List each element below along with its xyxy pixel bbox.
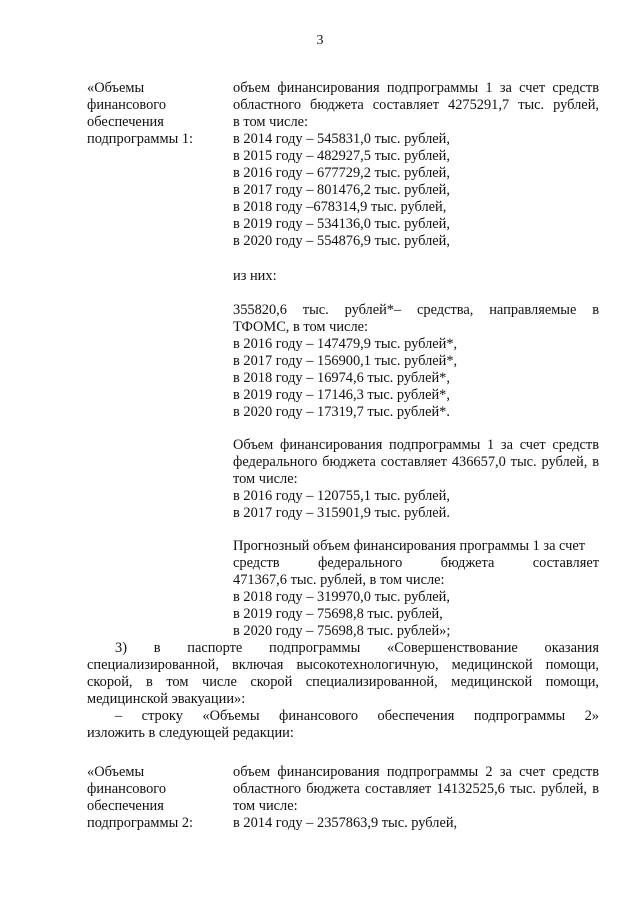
item-3-paragraph [87, 640, 599, 742]
text-line: 355820,6 тыс. рублей*– средства, направляемые в [233, 302, 599, 318]
year-line: в 2017 году – 315901,9 тыс. рублей. [233, 505, 450, 521]
label-line: «Объемы [87, 764, 145, 780]
text-line: объем финансирования подпрограммы 1 за счет средств [233, 80, 599, 96]
text-line: изложить в следующей редакции: [87, 725, 294, 741]
year-line: в 2017 году – 156900,1 тыс. рублей*, [233, 353, 458, 369]
subprogram2-regional-funding [233, 764, 599, 832]
text-line: медицинской эвакуации»: [87, 691, 246, 707]
federal-funding [233, 437, 599, 522]
text-line: средств федерального бюджета составляет [233, 555, 599, 571]
year-line: в 2017 году – 801476,2 тыс. рублей, [233, 182, 450, 198]
text-line: объем финансирования подпрограммы 2 за счет средств [233, 764, 599, 780]
subprogram2-label [87, 764, 222, 832]
text-line: специализированной, включая высокотехнологичную, медицинской помощи, [87, 657, 599, 673]
subprogram1-regional-funding [233, 80, 599, 250]
year-line: в 2015 году – 482927,5 тыс. рублей, [233, 148, 450, 164]
text-line: ТФОМС, в том числе: [233, 319, 369, 335]
label-line: финансового [87, 781, 167, 797]
text-line: федерального бюджета составляет 436657,0 тыс. рублей, в [233, 454, 599, 470]
year-line: в 2016 году – 147479,9 тыс. рублей*, [233, 336, 458, 352]
year-line: в 2014 году – 2357863,9 тыс. рублей, [233, 815, 458, 831]
year-line: в 2020 году – 75698,8 тыс. рублей»; [233, 623, 451, 639]
text-line: – строку «Объемы финансового обеспечения подпрограммы 2» [115, 708, 599, 724]
text-line: в том числе: [233, 114, 309, 130]
text-line: скорой, в том числе скорой специализированной, медицинской помощи, [87, 674, 599, 690]
year-line: в 2019 году – 17146,3 тыс. рублей*, [233, 387, 450, 403]
text-line: 471367,6 тыс. рублей, в том числе: [233, 572, 445, 588]
text-line: областного бюджета составляет 14132525,6 тыс. рублей, в [233, 781, 599, 797]
text-line: Прогнозный объем финансирования программы 1 за счет [233, 538, 586, 554]
text-line: том числе: [233, 471, 298, 487]
text-line: из них: [233, 268, 277, 284]
forecast-funding [233, 538, 599, 640]
label-line: обеспечения [87, 798, 164, 814]
year-line: в 2016 году – 120755,1 тыс. рублей, [233, 488, 450, 504]
page-number: 3 [316, 33, 324, 48]
text-line: Объем финансирования подпрограммы 1 за счет средств [233, 437, 599, 453]
year-line: в 2018 году – 16974,6 тыс. рублей*, [233, 370, 450, 386]
text-line: том числе: [233, 798, 298, 814]
year-line: в 2018 году –678314,9 тыс. рублей, [233, 199, 447, 215]
text-line: областного бюджета составляет 4275291,7 тыс. рублей, [233, 97, 599, 113]
label-line: «Объемы [87, 80, 145, 96]
subprogram1-label [87, 80, 222, 148]
year-line: в 2018 году – 319970,0 тыс. рублей, [233, 589, 450, 605]
year-line: в 2016 году – 677729,2 тыс. рублей, [233, 165, 450, 181]
year-line: в 2020 году – 17319,7 тыс. рублей*. [233, 404, 450, 420]
year-line: в 2020 году – 554876,9 тыс. рублей, [233, 233, 450, 249]
of-which-label [233, 268, 599, 285]
tfoms-funding [233, 302, 599, 421]
year-line: в 2019 году – 75698,8 тыс. рублей, [233, 606, 443, 622]
label-line: обеспечения [87, 114, 164, 130]
label-line: подпрограммы 2: [87, 815, 194, 831]
text-line: 3) в паспорте подпрограммы «Совершенствование оказания [115, 640, 599, 656]
label-line: подпрограммы 1: [87, 131, 194, 147]
year-line: в 2019 году – 534136,0 тыс. рублей, [233, 216, 450, 232]
year-line: в 2014 году – 545831,0 тыс. рублей, [233, 131, 450, 147]
label-line: финансового [87, 97, 167, 113]
